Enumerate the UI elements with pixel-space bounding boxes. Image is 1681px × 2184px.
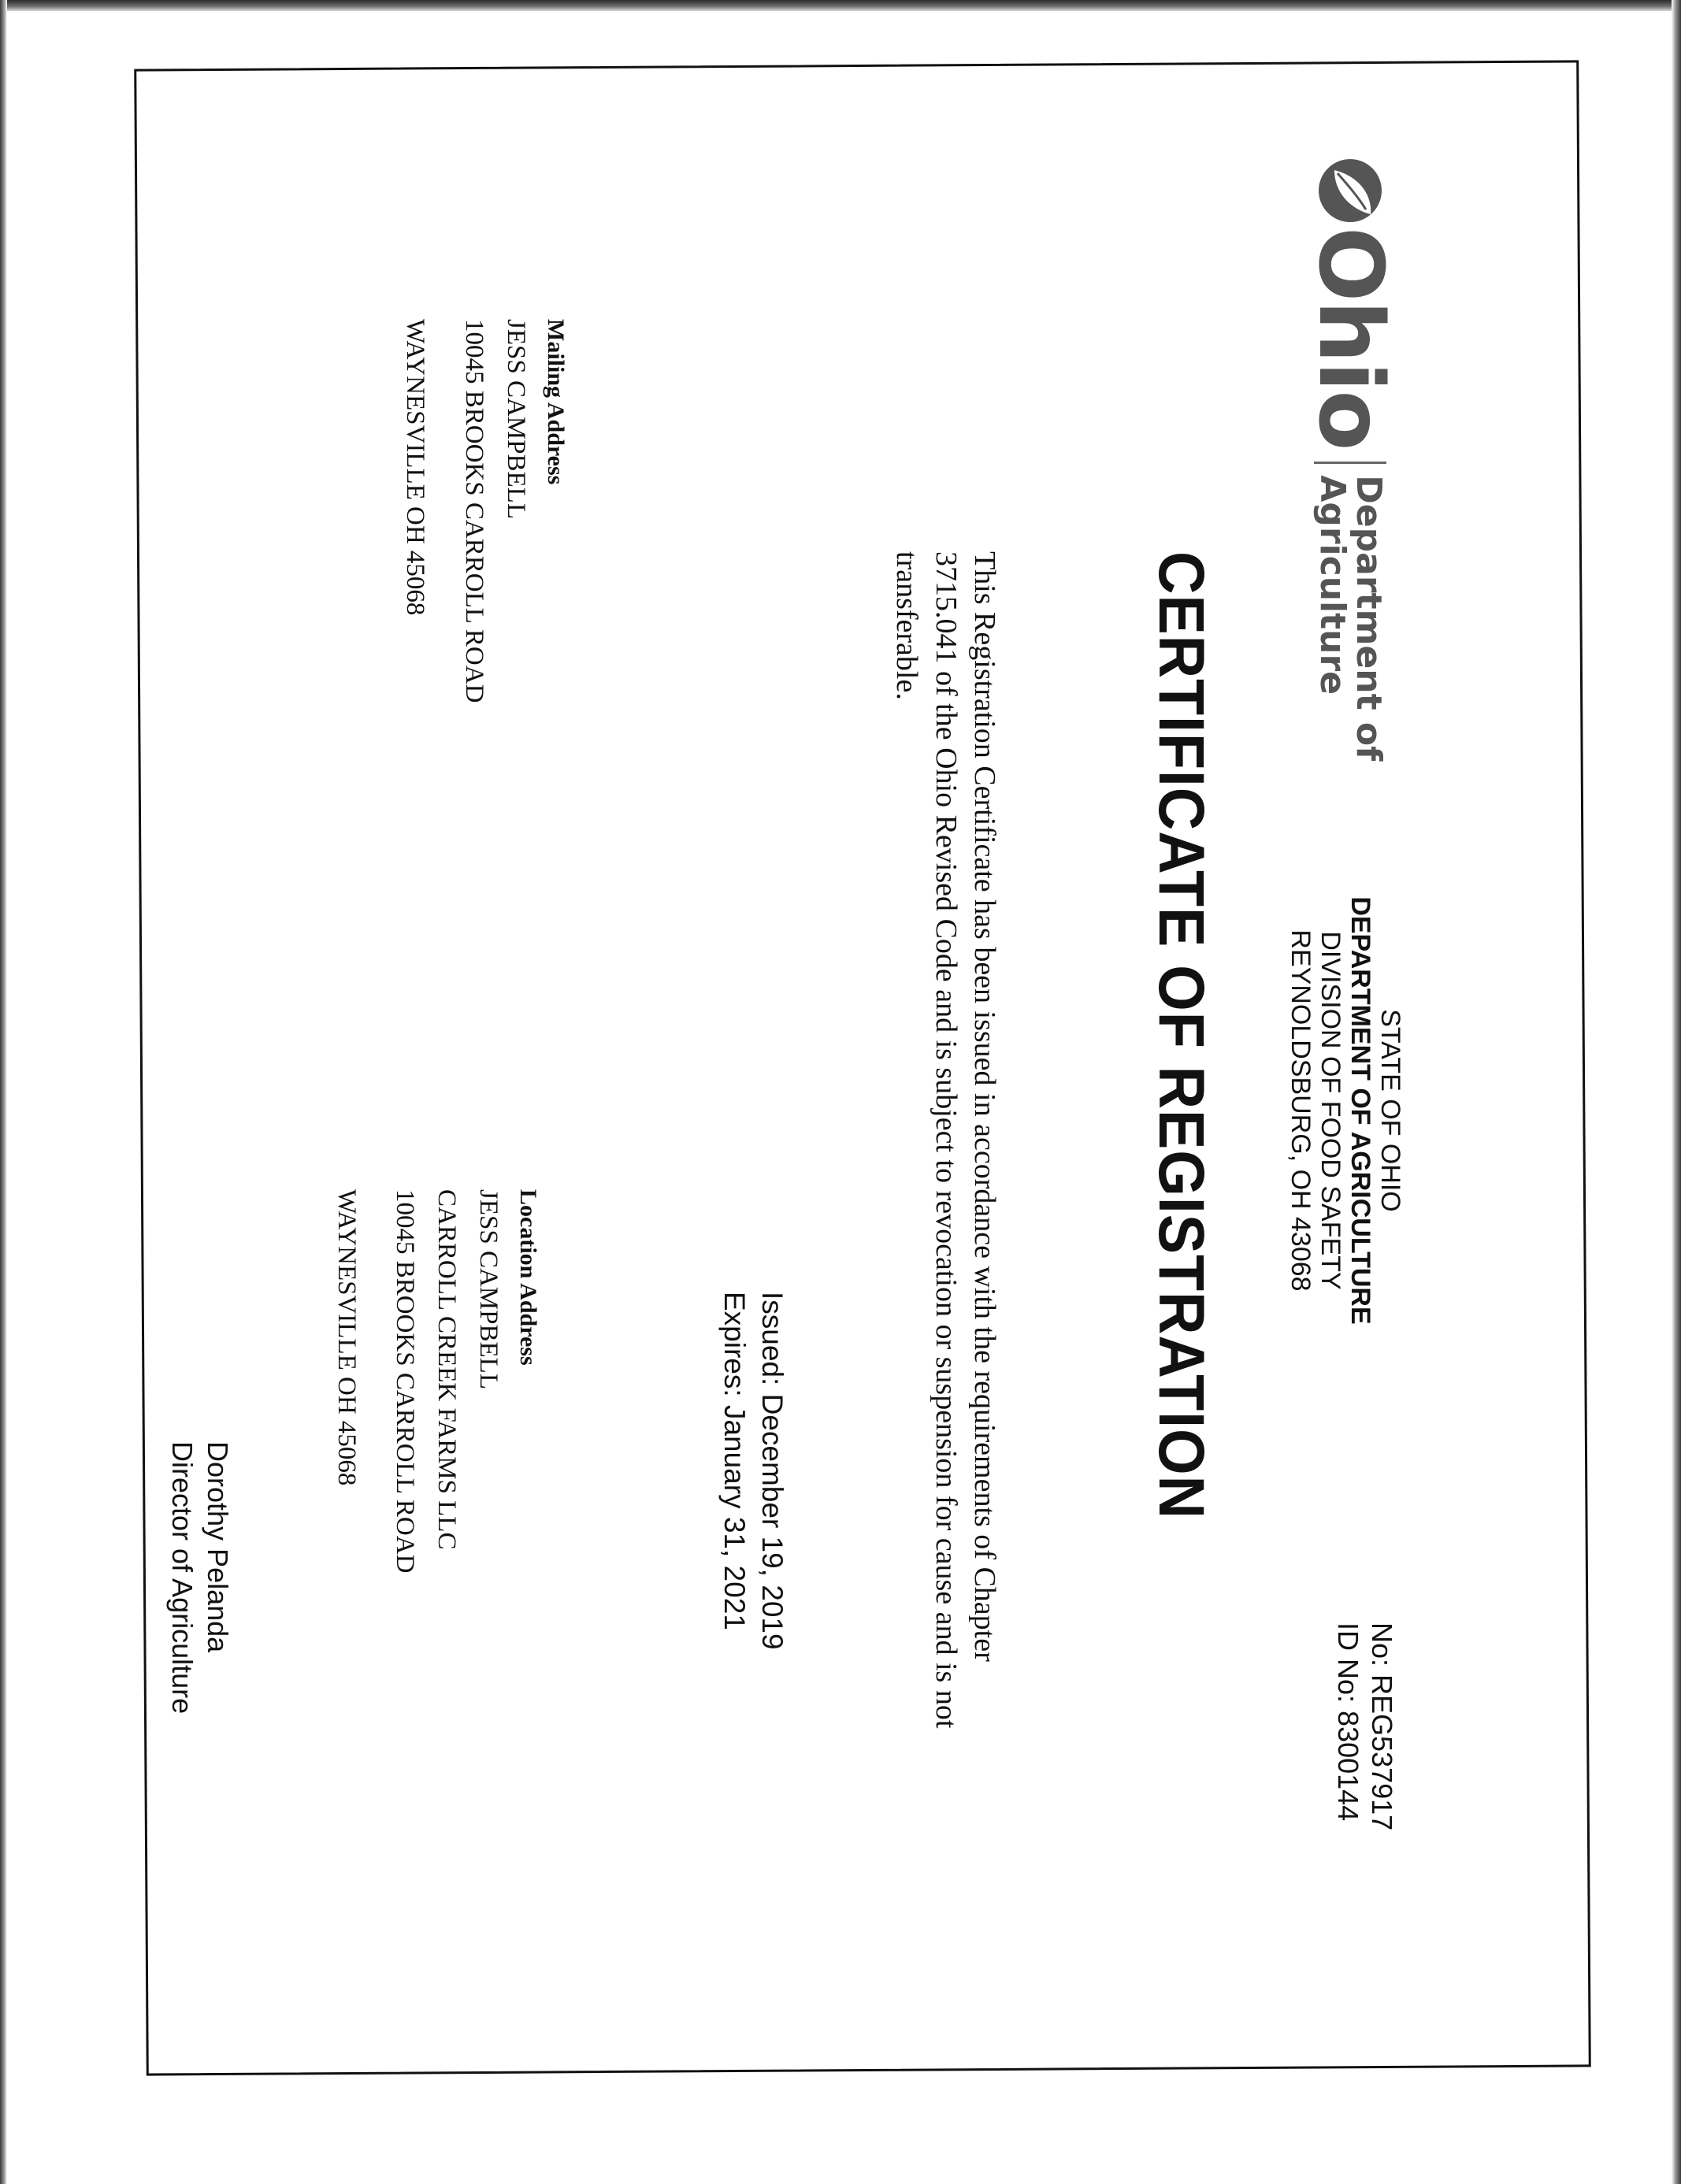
id-number-label: ID No: bbox=[1331, 1622, 1364, 1704]
agency-city: REYNOLDSBURG, OH 43068 bbox=[1285, 929, 1315, 1292]
location-name: JESS CAMPBELL bbox=[474, 1189, 503, 1389]
location-address bbox=[325, 1189, 547, 1573]
signatory-block bbox=[165, 1441, 236, 1714]
state-name: STATE OF OHIO bbox=[1375, 1009, 1405, 1212]
location-street: 10045 BROOKS CARROLL ROAD bbox=[391, 1189, 420, 1574]
mailing-address bbox=[395, 319, 574, 703]
id-number-row bbox=[1331, 1622, 1365, 1830]
ohio-wordmark: Ohio bbox=[1299, 227, 1401, 450]
id-number-value: 8300144 bbox=[1331, 1711, 1364, 1822]
ohio-agriculture-logo bbox=[1299, 158, 1401, 762]
issued-date: Issued: December 19, 2019 bbox=[756, 1292, 789, 1650]
location-business: CARROLL CREEK FARMS LLC bbox=[432, 1189, 462, 1550]
mailing-city: WAYNESVILLE OH 45068 bbox=[401, 319, 430, 616]
logo-divider bbox=[1314, 462, 1386, 464]
logo-department-line1: Department of bbox=[1349, 475, 1390, 762]
registration-numbers bbox=[1331, 1622, 1399, 1830]
department-name: DEPARTMENT OF AGRICULTURE bbox=[1345, 896, 1375, 1325]
division-name: DIVISION OF FOOD SAFETY bbox=[1315, 931, 1345, 1290]
registration-number-row bbox=[1365, 1622, 1399, 1830]
location-address-heading: Location Address bbox=[515, 1189, 541, 1366]
mailing-address-heading: Mailing Address bbox=[543, 319, 569, 485]
expires-date: Expires: January 31, 2021 bbox=[718, 1292, 751, 1630]
signatory-title: Director of Agriculture bbox=[166, 1441, 199, 1715]
mailing-name: JESS CAMPBELL bbox=[502, 319, 530, 519]
validity-dates bbox=[715, 1292, 791, 1650]
signatory-name: Dorothy Pelanda bbox=[202, 1441, 234, 1653]
registration-number-value: REG537917 bbox=[1366, 1674, 1398, 1831]
mailing-street: 10045 BROOKS CARROLL ROAD bbox=[460, 319, 489, 703]
certificate-title: CERTIFICATE OF REGISTRATION bbox=[1145, 551, 1217, 1520]
registration-number-label: No: bbox=[1366, 1622, 1398, 1667]
ohio-leaf-icon bbox=[1317, 158, 1383, 224]
certificate-statement: This Registration Certificate has been issued in accordance with the requirements of Chapter 3715.041 of the Ohio Revised Code and is subject to revocation or suspension for cause and is not transferable. bbox=[890, 551, 1001, 1729]
logo-department-line2: Agriculture bbox=[1312, 475, 1353, 695]
issuing-agency-block bbox=[1286, 835, 1405, 1386]
location-city: WAYNESVILLE OH 45068 bbox=[332, 1189, 361, 1486]
logo-department-text bbox=[1312, 475, 1390, 762]
